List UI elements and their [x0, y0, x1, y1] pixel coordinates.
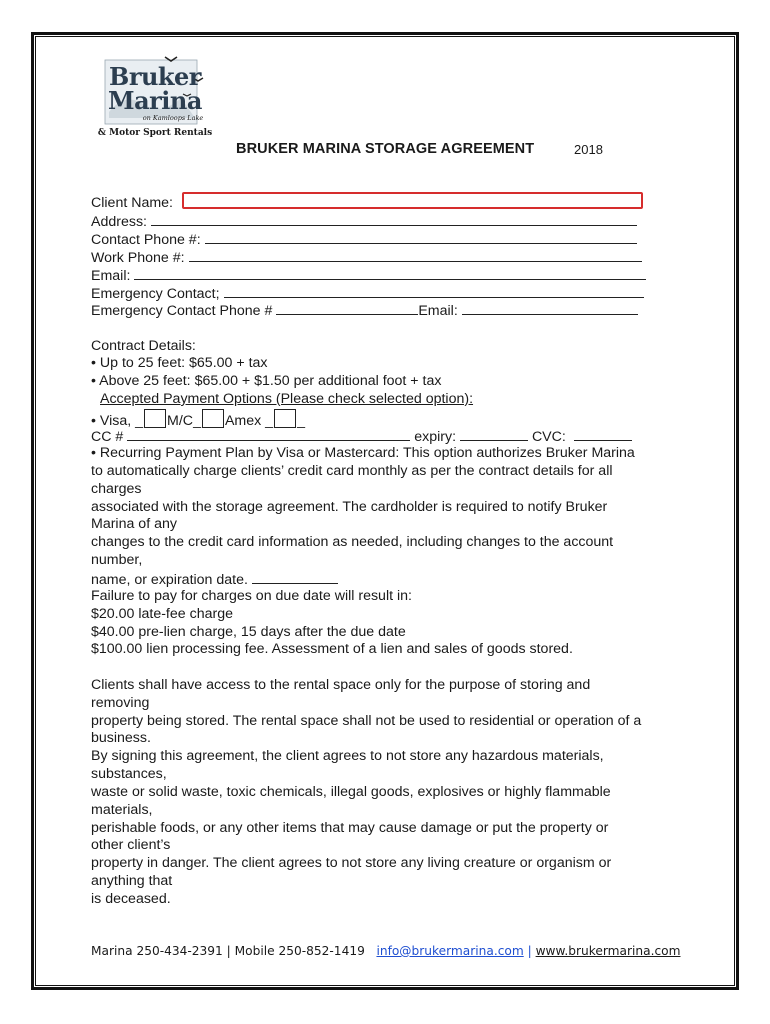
address-row	[91, 212, 637, 232]
footer	[91, 944, 680, 958]
contact-phone-input[interactable]	[205, 230, 637, 244]
terms-line-7: waste or solid waste, toxic chemicals, illegal goods, explosives or highly flammable	[91, 784, 611, 800]
expiry-input[interactable]	[460, 427, 528, 441]
footer-email-link[interactable]: info@brukermarina.com	[376, 944, 524, 958]
recurring-line-3: charges	[91, 481, 142, 497]
cvc-input[interactable]	[574, 427, 632, 441]
cc-number-input[interactable]	[127, 427, 410, 441]
contract-heading: Contract Details:	[91, 338, 196, 354]
work-phone-label: Work Phone #:	[91, 250, 185, 266]
cc-label: CC #	[91, 429, 124, 445]
visa-checkbox[interactable]	[144, 409, 166, 428]
terms-line-6: substances,	[91, 766, 167, 782]
emergency-phone-row	[91, 301, 638, 321]
mc-checkbox[interactable]	[202, 409, 224, 428]
footer-phones: Marina 250-434-2391 | Mobile 250-852-1419	[91, 944, 365, 958]
cvc-label: CVC:	[531, 429, 566, 445]
mc-label: M/C	[167, 413, 194, 429]
rate-line-2: • Above 25 feet: $65.00 + $1.50 per additional foot + tax	[91, 373, 442, 389]
email-label: Email:	[91, 268, 131, 284]
visa-label: • Visa,	[91, 413, 132, 429]
initials-input[interactable]	[252, 570, 338, 584]
logo-tagline: on Kamloops Lake	[142, 114, 204, 122]
terms-line-10: other client’s	[91, 837, 171, 853]
footer-website-link[interactable]: www.brukermarina.com	[535, 944, 681, 958]
amex-checkbox[interactable]	[274, 409, 296, 428]
emergency-email-input[interactable]	[462, 301, 638, 315]
terms-line-13: is deceased.	[91, 891, 171, 907]
accepted-payment-text: Accepted Payment Options (Please check selected option):	[100, 391, 474, 407]
amex-label: Amex	[224, 413, 262, 429]
emergency-phone-label: Emergency Contact Phone #	[91, 303, 273, 319]
terms-line-4: business.	[91, 730, 151, 746]
credit-card-row	[91, 427, 632, 447]
expiry-label: expiry:	[414, 429, 457, 445]
rate-line-1: • Up to 25 feet: $65.00 + tax	[91, 355, 268, 371]
terms-line-2: removing	[91, 695, 150, 711]
footer-separator: |	[527, 944, 532, 958]
recurring-line-6: changes to the credit card information as needed, including changes to the account	[91, 534, 614, 550]
work-phone-input[interactable]	[189, 248, 642, 262]
terms-line-11: property in danger. The client agrees to not store any living creature or organism or	[91, 855, 612, 871]
terms-line-9: perishable foods, or any other items that may cause damage or put the property or	[91, 820, 609, 836]
recurring-line-4: associated with the storage agreement. The cardholder is required to notify Bruker	[91, 499, 608, 515]
terms-line-3: property being stored. The rental space shall not be used to residential or operation of a	[91, 713, 642, 729]
emergency-phone-input[interactable]	[276, 301, 418, 315]
logo-subtitle: & Motor Sport Rentals	[97, 128, 213, 138]
recurring-line-2: to automatically charge clients’ credit card monthly as per the contract details for all	[91, 463, 613, 479]
address-input[interactable]	[151, 212, 637, 226]
emergency-contact-input[interactable]	[224, 284, 644, 298]
recurring-line-5: Marina of any	[91, 516, 177, 532]
contact-phone-row	[91, 230, 637, 250]
client-name-label: Client Name:	[91, 195, 174, 211]
document-title: BRUKER MARINA STORAGE AGREEMENT	[236, 141, 535, 157]
terms-line-8: materials,	[91, 802, 153, 818]
bruker-marina-logo	[95, 52, 215, 147]
recurring-line-1: • Recurring Payment Plan by Visa or Mastercard: This option authorizes Bruker Marina	[91, 445, 635, 461]
recurring-line-7: number,	[91, 552, 143, 568]
terms-line-12: anything that	[91, 873, 173, 889]
recurring-line-8	[91, 570, 338, 590]
payment-option-row: • Visa, _ M/C_ Amex _ _	[91, 409, 305, 431]
work-phone-row	[91, 248, 642, 268]
fee-line-2: $40.00 pre-lien charge, 15 days after the due date	[91, 624, 406, 640]
terms-line-5: By signing this agreement, the client agrees to not store any hazardous materials,	[91, 748, 604, 764]
fee-line-1: $20.00 late-fee charge	[91, 606, 233, 622]
address-label: Address:	[91, 214, 147, 230]
client-name-row	[91, 195, 173, 213]
recurring-line-8-text: name, or expiration date.	[91, 572, 248, 588]
emergency-contact-label: Emergency Contact;	[91, 286, 220, 302]
accepted-payment-options	[100, 391, 473, 409]
fee-line-3: $100.00 lien processing fee. Assessment of a lien and sales of goods stored.	[91, 641, 573, 657]
terms-line-1: Clients shall have access to the rental space only for the purpose of storing and	[91, 677, 591, 693]
email-row	[91, 266, 646, 286]
failure-line: Failure to pay for charges on due date will result in:	[91, 588, 412, 604]
contact-phone-label: Contact Phone #:	[91, 232, 201, 248]
client-name-input[interactable]	[182, 192, 643, 209]
document-year: 2018	[574, 142, 603, 157]
logo-line2: Marina	[108, 86, 202, 115]
logo-line1: Bruker	[109, 62, 201, 91]
emergency-email-label: Email:	[418, 303, 458, 319]
email-input[interactable]	[134, 266, 646, 280]
